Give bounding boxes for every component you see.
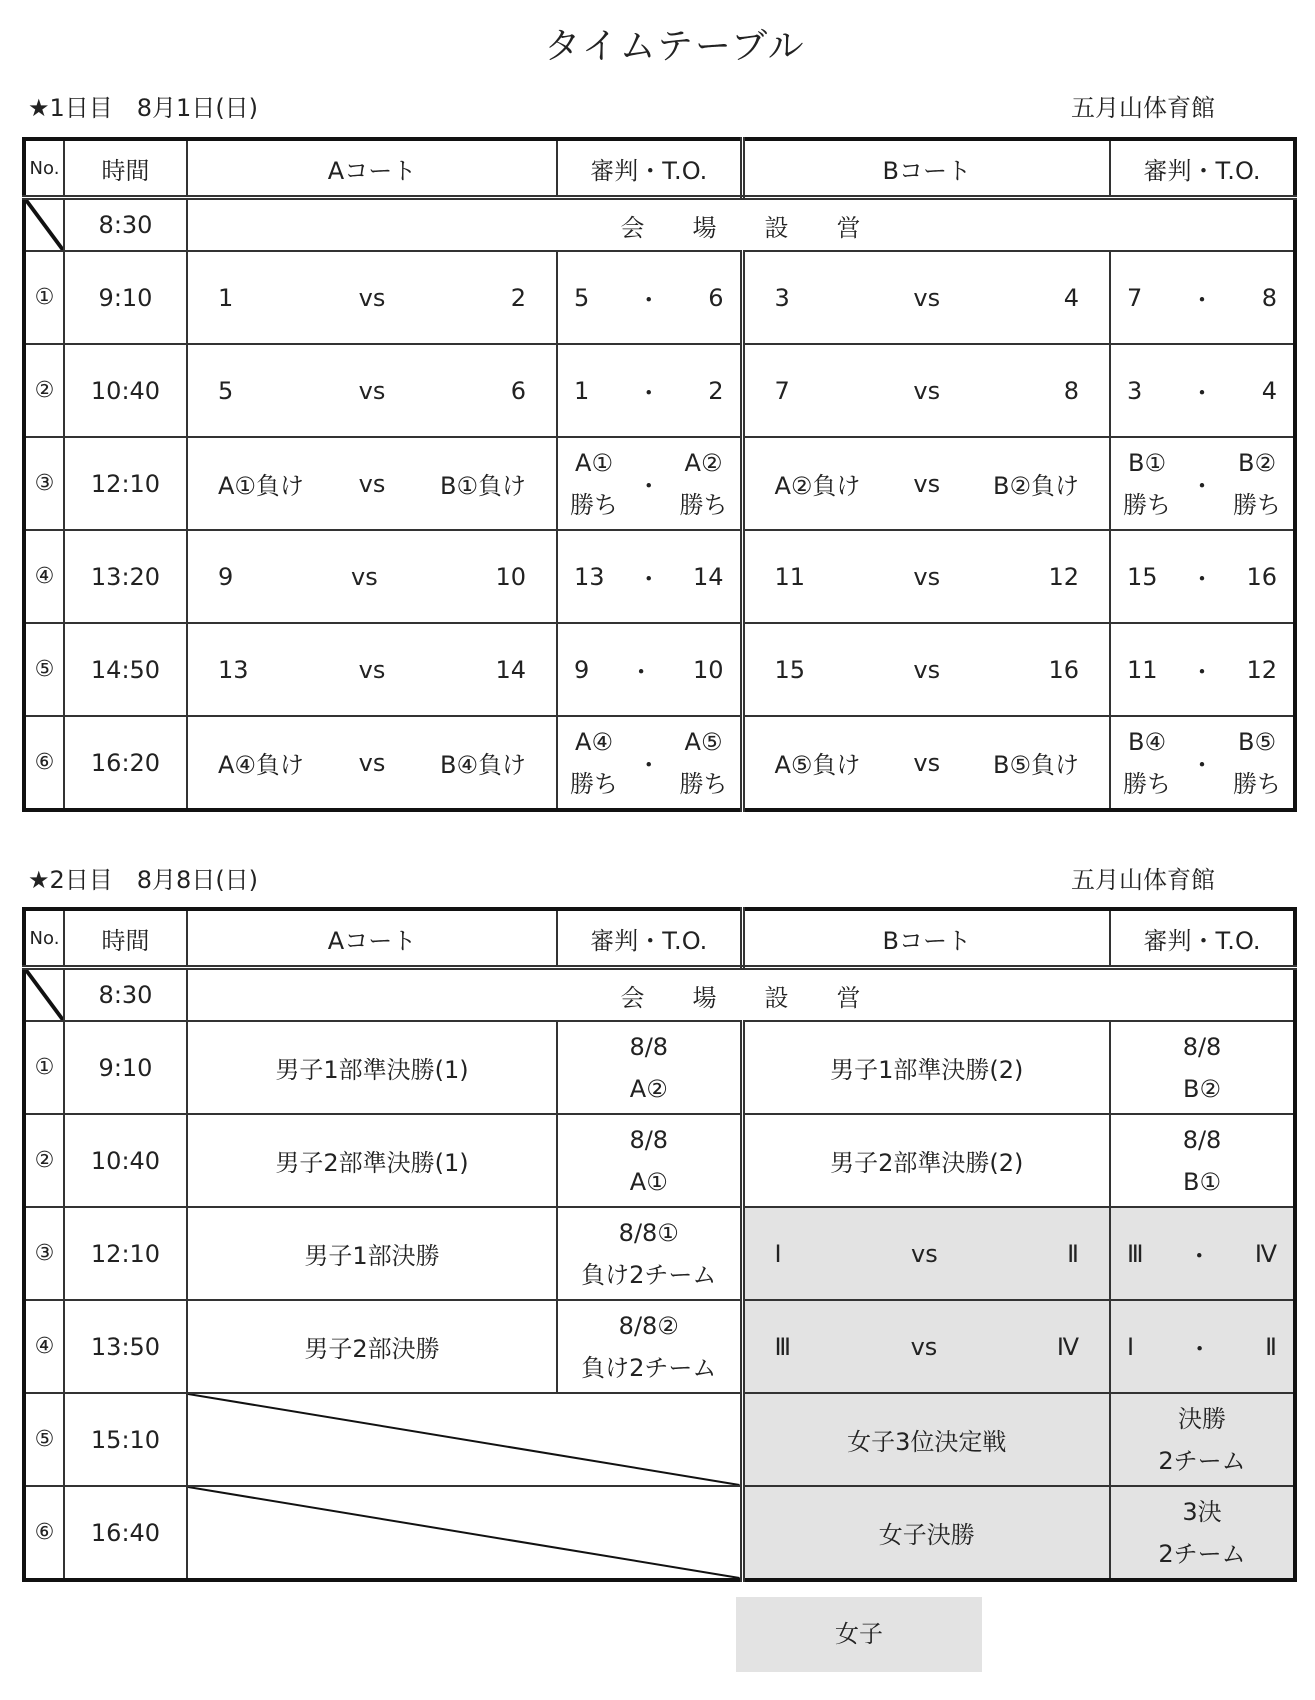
court-b-ref: B① 勝ち ・ B② 勝ち [1110,437,1295,530]
court-a-match: 男子2部準決勝(1) [187,1114,557,1207]
court-a-match: 13 vs 14 [187,623,557,716]
header-court-b: Bコート [742,139,1110,198]
row-no: ④ [24,1300,64,1393]
day1-label: ★1日目 8月1日(日) [28,94,259,122]
court-b-ref: Ⅰ ・ Ⅱ [1110,1300,1295,1393]
row-time: 12:10 [64,437,187,530]
court-b-match: 3 vs 4 [742,251,1110,344]
court-b-match: A⑤負け vs B⑤負け [742,716,1110,810]
court-b-match: 15 vs 16 [742,623,1110,716]
court-b-match: 男子2部準決勝(2) [742,1114,1110,1207]
court-a-ref: 8/8 A② [557,1021,742,1114]
row-time: 10:40 [64,344,187,437]
court-a-ref: 1 ・ 2 [557,344,742,437]
setup-text: 会場設営 [187,968,1295,1022]
table-row [24,1021,1295,1114]
row-no: ⑥ [24,716,64,810]
court-b-ref: 15 ・ 16 [1110,530,1295,623]
court-a-ref: 5 ・ 6 [557,251,742,344]
legend-women: 女子 [736,1597,982,1672]
row-no: ③ [24,437,64,530]
court-a-match: 男子2部決勝 [187,1300,557,1393]
court-a-match: 男子1部準決勝(1) [187,1021,557,1114]
table-row [24,1486,1295,1580]
page-title: タイムテーブル [544,26,806,67]
row-no: ① [24,1021,64,1114]
header-row [24,909,1295,968]
row-no: ⑥ [24,1486,64,1580]
table-row [24,623,1295,716]
header-ref-a: 審判・T.O. [557,909,742,968]
row-time: 14:50 [64,623,187,716]
header-row [24,139,1295,198]
row-time: 13:20 [64,530,187,623]
header-no: No. [24,909,64,968]
row-time: 13:50 [64,1300,187,1393]
court-b-ref: 3決 2チーム [1110,1486,1295,1580]
row-no: ② [24,1114,64,1207]
header-court-a: Aコート [187,139,557,198]
row-time: 16:40 [64,1486,187,1580]
row-time: 10:40 [64,1114,187,1207]
court-b-match: 男子1部準決勝(2) [742,1021,1110,1114]
court-b-ref: B④ 勝ち ・ B⑤ 勝ち [1110,716,1295,810]
header-court-a: Aコート [187,909,557,968]
diagonal-cell [24,968,64,1022]
court-a-ref: A① 勝ち ・ A② 勝ち [557,437,742,530]
court-b-ref: 11 ・ 12 [1110,623,1295,716]
day2-table [22,907,1297,1582]
court-a-match: A④負け vs B④負け [187,716,557,810]
table-row [24,437,1295,530]
row-no: ⑤ [24,1393,64,1486]
diagonal-cell [24,198,64,252]
table-row [24,251,1295,344]
setup-row [24,198,1295,252]
header-court-b: Bコート [742,909,1110,968]
court-b-ref: 8/8 B② [1110,1021,1295,1114]
table-row [24,344,1295,437]
court-a-ref: 8/8① 負け2チーム [557,1207,742,1300]
day1-venue: 五月山体育館 [1071,94,1215,122]
setup-time: 8:30 [64,968,187,1022]
court-b-ref: 決勝 2チーム [1110,1393,1295,1486]
row-time: 16:20 [64,716,187,810]
row-time: 15:10 [64,1393,187,1486]
setup-text: 会場設営 [187,198,1295,252]
court-b-ref: 3 ・ 4 [1110,344,1295,437]
court-b-match: 11 vs 12 [742,530,1110,623]
header-time: 時間 [64,139,187,198]
header-ref-b: 審判・T.O. [1110,909,1295,968]
court-b-match: Ⅲ vs Ⅳ [742,1300,1110,1393]
row-no: ① [24,251,64,344]
setup-row [24,968,1295,1022]
empty-slash-cell [187,1486,742,1580]
court-a-match: 男子1部決勝 [187,1207,557,1300]
header-ref-b: 審判・T.O. [1110,139,1295,198]
court-b-match: Ⅰ vs Ⅱ [742,1207,1110,1300]
table-row [24,716,1295,810]
court-b-ref: 7 ・ 8 [1110,251,1295,344]
court-a-match: 9 vs 10 [187,530,557,623]
table-row [24,1114,1295,1207]
court-b-match: 女子決勝 [742,1486,1110,1580]
court-b-match: 女子3位決定戦 [742,1393,1110,1486]
court-a-ref: 9 ・ 10 [557,623,742,716]
setup-time: 8:30 [64,198,187,252]
day1-table [22,137,1297,812]
court-a-match: A①負け vs B①負け [187,437,557,530]
row-no: ⑤ [24,623,64,716]
court-a-match: 1 vs 2 [187,251,557,344]
row-time: 9:10 [64,251,187,344]
court-b-match: A②負け vs B②負け [742,437,1110,530]
court-a-ref: 8/8② 負け2チーム [557,1300,742,1393]
table-row [24,1300,1295,1393]
table-row [24,1393,1295,1486]
court-a-match: 5 vs 6 [187,344,557,437]
header-ref-a: 審判・T.O. [557,139,742,198]
court-a-ref: 13 ・ 14 [557,530,742,623]
table-row [24,530,1295,623]
court-a-ref: 8/8 A① [557,1114,742,1207]
row-no: ④ [24,530,64,623]
row-no: ② [24,344,64,437]
row-no: ③ [24,1207,64,1300]
court-a-ref: A④ 勝ち ・ A⑤ 勝ち [557,716,742,810]
table-row [24,1207,1295,1300]
header-time: 時間 [64,909,187,968]
empty-slash-cell [187,1393,742,1486]
day2-venue: 五月山体育館 [1071,866,1215,894]
header-no: No. [24,139,64,198]
court-b-ref: Ⅲ ・ Ⅳ [1110,1207,1295,1300]
day2-label: ★2日目 8月8日(日) [28,866,259,894]
row-time: 9:10 [64,1021,187,1114]
court-b-ref: 8/8 B① [1110,1114,1295,1207]
court-b-match: 7 vs 8 [742,344,1110,437]
row-time: 12:10 [64,1207,187,1300]
